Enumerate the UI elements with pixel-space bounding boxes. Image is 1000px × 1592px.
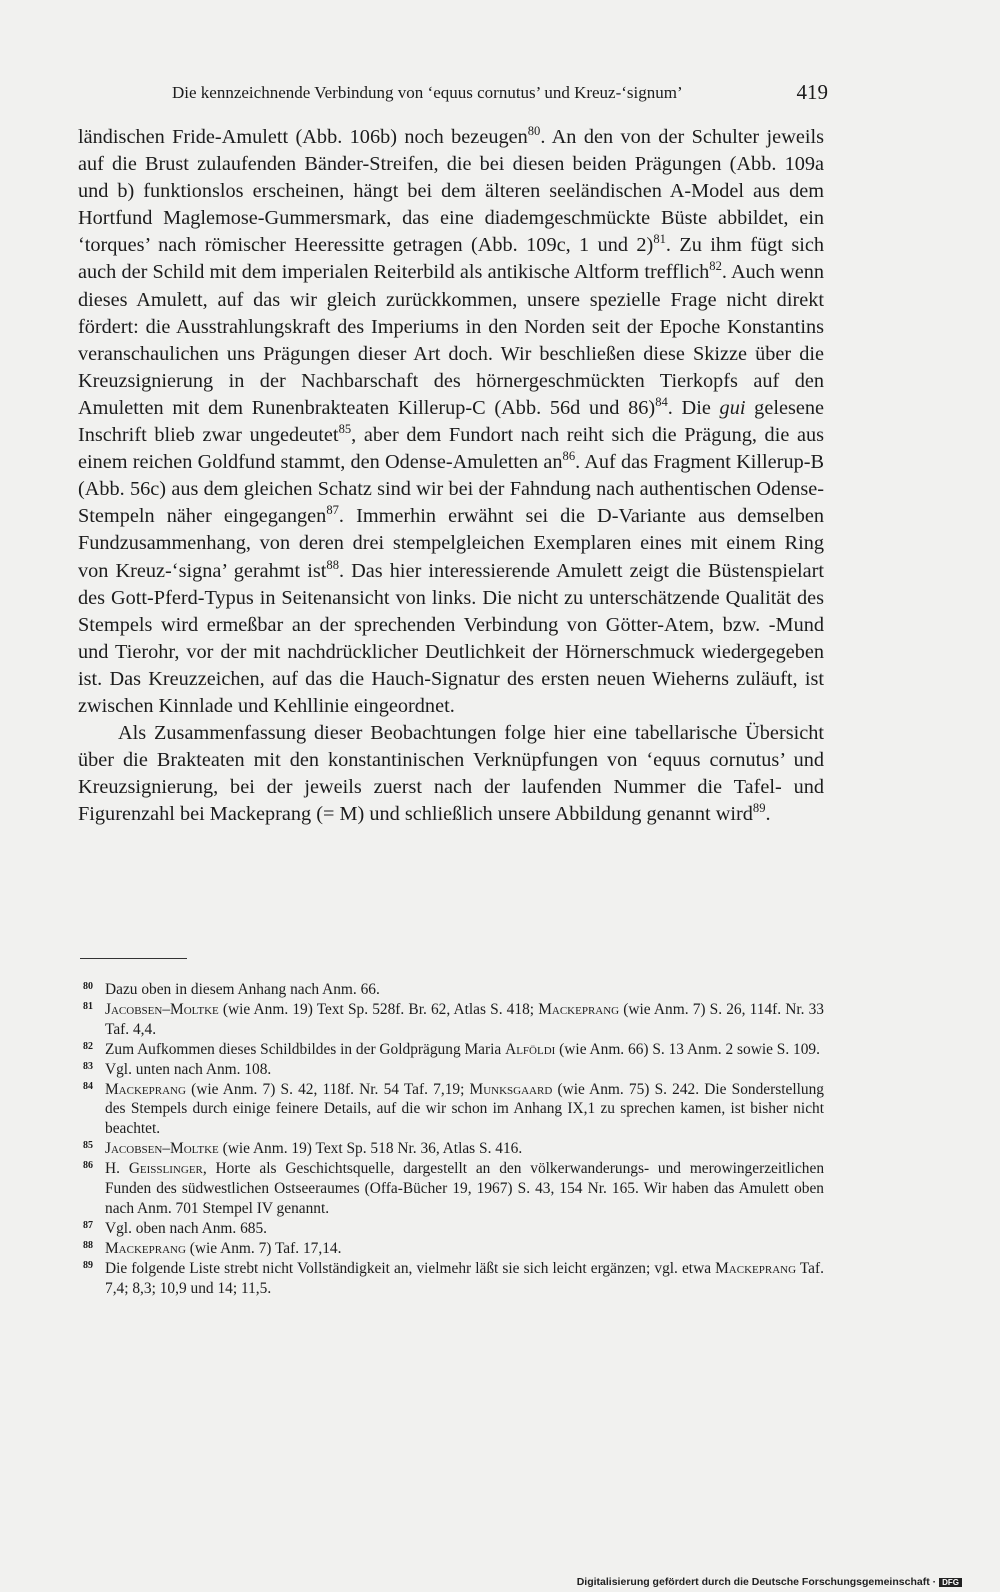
- footnote-number: 87: [83, 1219, 93, 1231]
- author-name: Munksgaard: [469, 1080, 553, 1098]
- footnote-81: [80, 1000, 824, 1040]
- footnote-85: [80, 1139, 824, 1159]
- digitization-stamp: [577, 1576, 962, 1588]
- footnote-83: [80, 1060, 824, 1080]
- footnote-84: [80, 1080, 824, 1140]
- footnote-text: (wie Anm. 75) S. 242. Die Sonderstellung des Stempels durch einige feinere Details, auf die wir schon im Anhang IX,1 zu sprechen kamen, ist bisher nicht beachtet.: [105, 1080, 824, 1138]
- footnote-text: H.: [105, 1160, 129, 1178]
- text-run: . Die: [667, 396, 720, 419]
- page-number: 419: [796, 80, 828, 104]
- author-name: Geisslinger: [128, 1160, 203, 1178]
- paragraph-2: [78, 720, 824, 828]
- footnote-number: 84: [83, 1080, 93, 1092]
- footnote-ref-82: 82: [709, 259, 722, 274]
- footnote-text: Vgl. oben nach Anm. 685.: [105, 1219, 268, 1237]
- footnote-ref-87: 87: [326, 503, 339, 518]
- text-run: ländischen Fride-Amulett (Abb. 106b) noch bezeugen: [78, 126, 528, 148]
- text-run: . Das hier interessierende Amulett zeigt die Büstenspielart des Gott-Pferd-Typus in Seitenansicht von links. Die nicht zu unterschätzende Qualität des Stempels wird ermeßbar an der sprechenden Verbindung von Götter-Atem, bzw. -Mund und Tierohr, vor der mit nachdrücklicher Deutlichkeit der Hörnerschmuck wiedergegeben ist. Das Kreuzzeichen, auf das die Hauch-Signatur des ersten neuen Wieherns zuläuft, ist zwischen Kinnlade und Kehllinie eingeordnet.: [78, 559, 824, 717]
- footnote-ref-89: 89: [752, 801, 766, 816]
- text-run: . An den von der Schulter jeweils auf die Brust zulaufenden Bänder-Streifen, die bei diesen beiden Prägungen (Abb. 109a und b) funktionslos erscheinen, hängt bei dem älteren seeländischen A-Model aus dem Hortfund Maglemose-Gummersmark, das eine diademgeschmückte Büste abbildet, ein ‘torques’ nach römischer Heeressitte getragen (Abb. 109c, 1 und 2): [78, 126, 824, 257]
- footnote-80: [80, 980, 824, 1000]
- footnote-text: (wie Anm. 66) S. 13 Anm. 2 sowie S. 109.: [555, 1040, 820, 1058]
- italic-word: gui: [719, 396, 746, 419]
- footnote-text: (wie Anm. 7) S. 26, 114f. Nr. 33 Taf. 4,4.: [105, 1000, 825, 1038]
- footnote-text: (wie Anm. 19) Text Sp. 528f. Br. 62, Atlas S. 418;: [218, 1000, 539, 1018]
- running-title: Die kennzeichnende Verbindung von ‘equus cornutus’ und Kreuz-‘signum’: [172, 83, 683, 102]
- footnote-text: (wie Anm. 7) Taf. 17,14.: [185, 1239, 342, 1257]
- footnote-ref-81: 81: [653, 232, 666, 247]
- footnote-ref-86: 86: [562, 449, 576, 464]
- footnote-82: [80, 1040, 824, 1060]
- footnote-text: Die folgende Liste strebt nicht Vollständigkeit an, vielmehr läßt sie sich leicht ergänzen; vgl. etwa: [105, 1259, 716, 1277]
- footnote-text: (wie Anm. 7) S. 42, 118f. Nr. 54 Taf. 7,19;: [185, 1080, 470, 1098]
- footnote-divider: [80, 958, 187, 959]
- main-text: [78, 124, 824, 828]
- footnote-text: Taf. 7,4; 8,3; 10,9 und 14; 11,5.: [105, 1259, 824, 1297]
- footnote-text: Zum Aufkommen dieses Schildbildes in der Goldprägung Maria: [105, 1040, 506, 1058]
- text-run: , aber dem Fundort nach reiht sich die Prägung, die aus einem reichen Goldfund stammt, den Odense-Amuletten an: [78, 424, 824, 474]
- author-name: Mackeprang: [538, 1000, 620, 1018]
- text-run: . Immerhin erwähnt sei die D-Variante aus demselben Fundzusammenhang, von deren drei stempelgleichen Exemplaren eines mit einem Ring von Kreuz-‘signa’ gerahmt ist: [78, 505, 824, 582]
- footnote-87: [80, 1219, 824, 1239]
- text-run: gelesene Inschrift blieb zwar ungedeutet: [78, 396, 824, 447]
- text-run: . Auch wenn dieses Amulett, auf das wir gleich zurückkommen, unsere spezielle Frage nicht direkt fördert: die Ausstrahlungskraft des Imperiums in den Norden seit der Epoche Konstantins veranschaulichen uns Prägungen dieser Art doch. Wir beschließen diese Skizze über die Kreuzsignierung in der Nachbarschaft des hörnergeschmückten Tierkopfs auf den Amuletten mit dem Runenbrakteaten Killerup-C (Abb. 56d und 86): [78, 261, 824, 419]
- footnote-86: [80, 1159, 824, 1219]
- stamp-text: Digitalisierung gefördert durch die Deutsche Forschungsgemeinschaft ·: [576, 1576, 937, 1588]
- footnote-ref-80: 80: [527, 124, 541, 139]
- footnote-ref-84: 84: [655, 395, 668, 410]
- text-run: . Zu ihm fügt sich auch der Schild mit dem imperialen Reiterbild als antikische Altform trefflich: [78, 234, 824, 284]
- text-run: .: [765, 803, 771, 826]
- footnote-88: [80, 1239, 824, 1259]
- footnotes: [80, 980, 824, 1299]
- footnote-number: 86: [83, 1160, 93, 1172]
- author-name: Mackeprang: [105, 1080, 186, 1098]
- footnote-text: Vgl. unten nach Anm. 108.: [105, 1060, 272, 1078]
- paragraph-1: [78, 124, 824, 720]
- text-run: . Auf das Fragment Killerup-B (Abb. 56c) aus dem gleichen Schatz sind wir bei der Fahndung nach authentischen Odense-Stempeln näher eingegangen: [78, 451, 825, 528]
- footnote-ref-88: 88: [326, 557, 339, 572]
- footnote-number: 82: [83, 1040, 93, 1052]
- footnote-89: [80, 1259, 824, 1299]
- author-name: Jacobsen–Moltke: [105, 1140, 219, 1158]
- author-name: Alföldi: [505, 1040, 556, 1058]
- footnote-number: 81: [83, 1000, 93, 1012]
- footnote-text: Dazu oben in diesem Anhang nach Anm. 66.: [105, 981, 380, 998]
- author-name: Jacobsen–Moltke: [105, 1000, 219, 1018]
- text-run: Als Zusammenfassung dieser Beobachtungen folge hier eine tabellarische Übersicht über die Brakteaten mit den konstantinischen Verknüpfungen von ‘equus cornutus’ und Kreuzsignierung, bei der jeweils zuerst nach der laufenden Nummer die Tafel- und Figurenzahl bei Mackeprang (= M) und schließlich unsere Abbildung genannt wird: [78, 722, 824, 826]
- footnote-number: 89: [83, 1259, 93, 1271]
- author-name: Mackeprang: [715, 1259, 797, 1277]
- dfg-logo: DFG: [939, 1578, 962, 1587]
- footnote-number: 80: [83, 981, 93, 992]
- footnote-number: 88: [83, 1239, 93, 1251]
- author-name: Mackeprang: [105, 1239, 186, 1257]
- footnote-text: , Horte als Geschichtsquelle, dargestellt an den völkerwanderungs- und merowingerzeitlichen Funden des südwestlichen Ostseeraumes (Offa-Bücher 19, 1967) S. 43, 154 Nr. 165. Wir haben das Amulett oben nach Anm. 701 Stempel IV genannt.: [105, 1160, 825, 1217]
- footnote-text: (wie Anm. 19) Text Sp. 518 Nr. 36, Atlas S. 416.: [218, 1140, 523, 1158]
- footnote-ref-85: 85: [338, 422, 352, 437]
- footnote-number: 85: [83, 1140, 93, 1152]
- footnote-number: 83: [83, 1060, 93, 1072]
- running-header: [172, 82, 828, 104]
